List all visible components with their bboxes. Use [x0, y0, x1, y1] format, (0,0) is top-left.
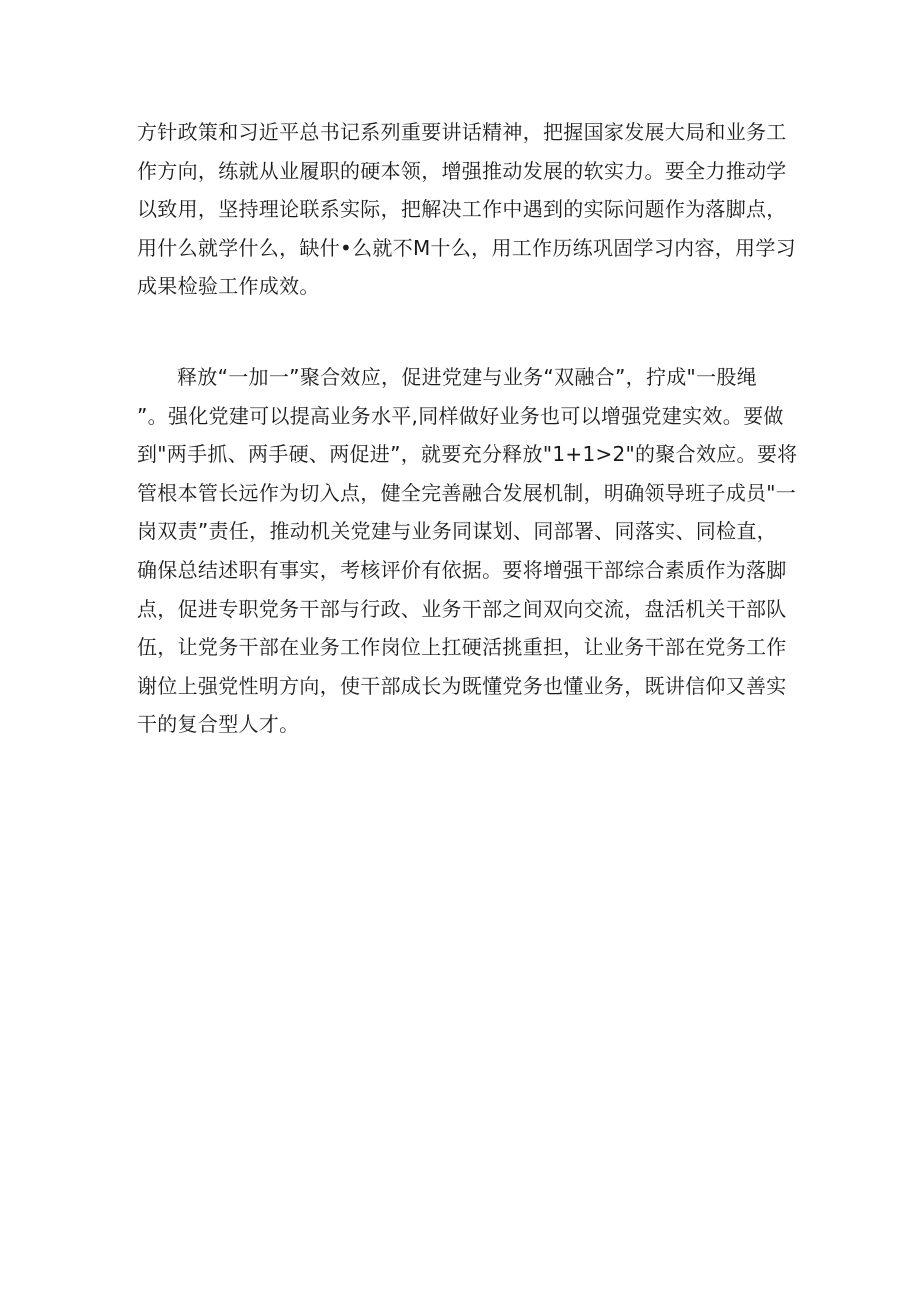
paragraph-line: 谢位上强党性明方向，使干部成长为既懂党务也懂业务，既讲信仰又善实 — [137, 673, 787, 698]
paragraph-line: 到"两手抓、两手硬、两促进”，就要充分释放"1+1>2"的聚合效应。要将 — [137, 442, 798, 467]
paragraph-line: 作方向，练就从业履职的硬本领，增强推动发展的软实力。要全力推动学 — [137, 158, 787, 183]
paragraph-line: 岗双责”责任，推动机关党建与业务同谋划、同部署、同落实、同检直， — [137, 519, 777, 544]
paragraph-line: 成果检验工作成效。 — [137, 274, 320, 299]
paragraph-line: 方针政策和习近平总书记系列重要讲话精神，把握国家发展大局和业务工 — [137, 120, 787, 144]
paragraph-line: 以致用，坚持理论联系实际，把解决工作中遇到的实际问题作为落脚点， — [137, 197, 787, 222]
paragraph-1 — [137, 113, 796, 306]
paragraph-line: 干的复合型人才。 — [137, 712, 300, 737]
paragraph-line: 伍，让党务干部在业务工作岗位上扛硬活挑重担，让业务干部在党务工作 — [137, 635, 787, 660]
paragraph-2 — [137, 358, 798, 744]
paragraph-line: ”。强化党建可以提高业务水平,同样做好业务也可以增强党建实效。要做 — [137, 403, 784, 428]
paragraph-line: 点，促进专职党务干部与行政、业务干部之间双向交流，盘活机关干部队 — [137, 596, 787, 621]
paragraph-line: 确保总结述职有事实，考核评价有依据。要将增强干部综合素质作为落脚 — [137, 557, 787, 582]
paragraph-line: 用什么就学什么，缺什•么就不M十么，用工作历练巩固学习内容，用学习 — [137, 235, 796, 260]
paragraph-line: 管根本管长远作为切入点，健全完善融合发展机制，明确领导班子成员"一 — [137, 480, 797, 505]
paragraph-line: 释放“一加一”聚合效应，促进党建与业务“双融合”，拧成"一股绳 — [177, 365, 757, 389]
